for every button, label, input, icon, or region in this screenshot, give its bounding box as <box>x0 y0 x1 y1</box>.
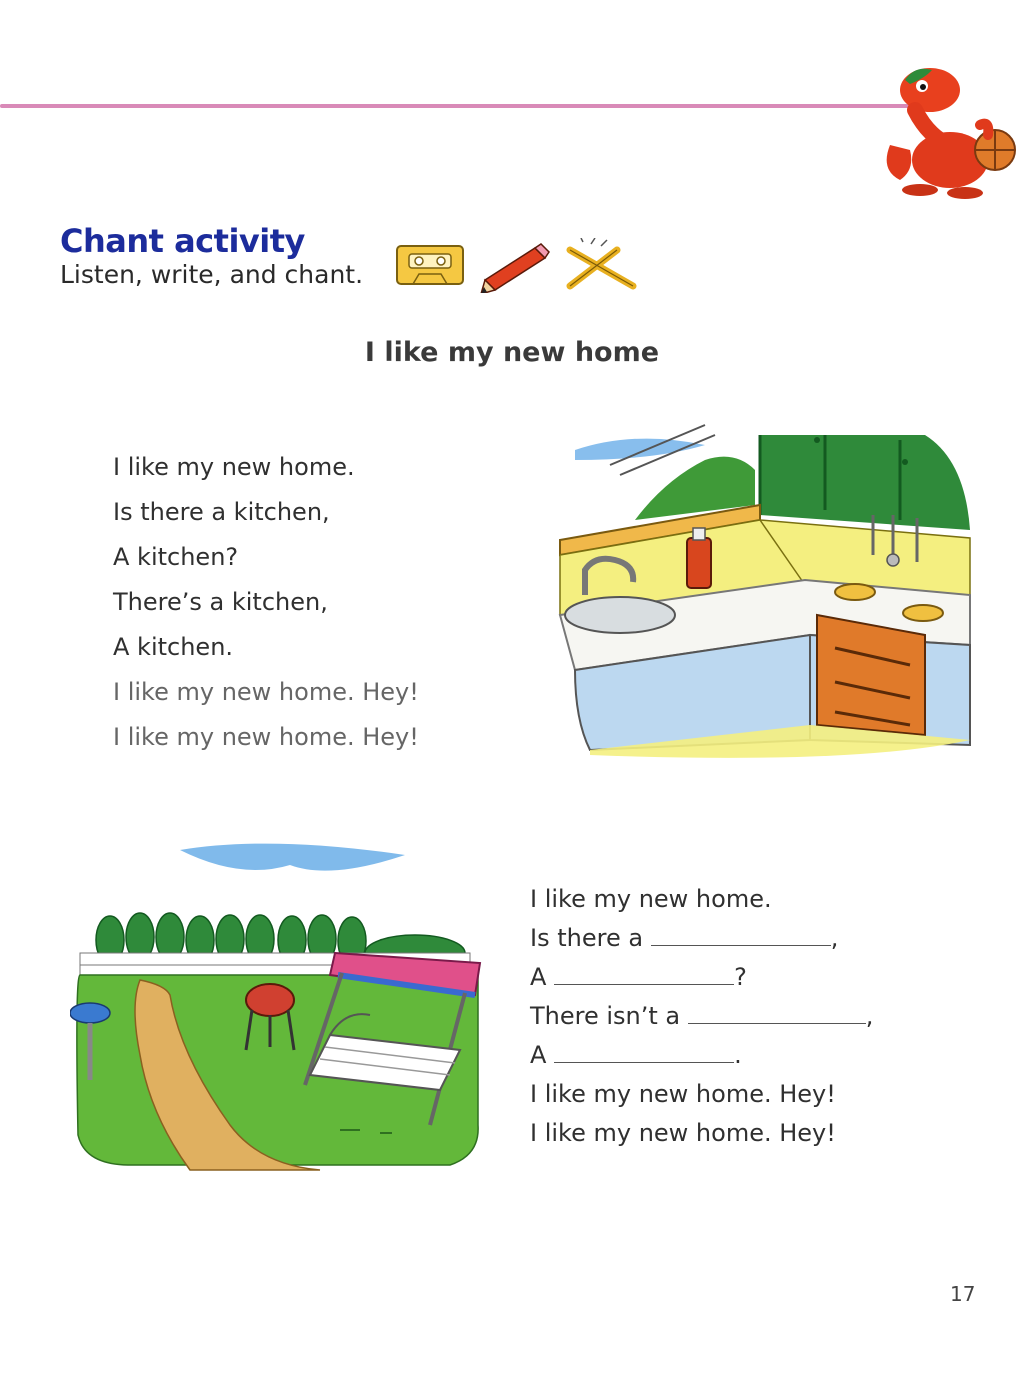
activity-icons <box>395 238 645 293</box>
verse-line-fill-in <box>530 919 873 958</box>
verse-line-fill-in <box>530 1036 873 1075</box>
verse-line: I like my new home. Hey! <box>530 1119 836 1147</box>
answer-blank[interactable] <box>651 923 831 946</box>
verse-line: I like my new home. Hey! <box>113 678 419 706</box>
answer-blank[interactable] <box>554 962 734 985</box>
activity-heading: Chant activity <box>60 222 305 260</box>
page-number: 17 <box>950 1282 976 1306</box>
verse-text: Is there a <box>530 924 644 952</box>
verse-line-fill-in <box>530 997 873 1036</box>
pencil-icon <box>481 244 549 293</box>
answer-blank[interactable] <box>554 1040 734 1063</box>
garden-illustration <box>70 835 485 1175</box>
verse-punctuation: ? <box>734 963 747 991</box>
verse-one <box>113 445 419 760</box>
verse-line: A kitchen? <box>113 543 239 571</box>
answer-blank[interactable] <box>688 1001 866 1024</box>
dinosaur-mascot-illustration <box>870 50 1020 200</box>
verse-line: There’s a kitchen, <box>113 588 328 616</box>
verse-line: Is there a kitchen, <box>113 498 330 526</box>
verse-line: A kitchen. <box>113 633 234 661</box>
kitchen-illustration <box>555 420 975 760</box>
verse-text: A <box>530 963 547 991</box>
cassette-icon <box>397 246 463 284</box>
chant-title: I like my new home <box>364 337 660 368</box>
verse-text: A <box>530 1041 547 1069</box>
verse-line: I like my new home. <box>113 453 355 481</box>
verse-text: There isn’t a <box>530 1002 681 1030</box>
verse-punctuation: , <box>865 1002 874 1030</box>
clapping-sticks-icon <box>570 238 633 286</box>
verse-line: I like my new home. <box>530 885 772 913</box>
verse-line: I like my new home. Hey! <box>113 723 419 751</box>
verse-punctuation: , <box>830 924 839 952</box>
verse-two <box>530 880 873 1153</box>
decorative-rule <box>0 104 930 108</box>
verse-line-fill-in <box>530 958 873 997</box>
activity-instruction: Listen, write, and chant. <box>60 260 364 289</box>
verse-punctuation: . <box>734 1041 742 1069</box>
verse-line: I like my new home. Hey! <box>530 1080 836 1108</box>
